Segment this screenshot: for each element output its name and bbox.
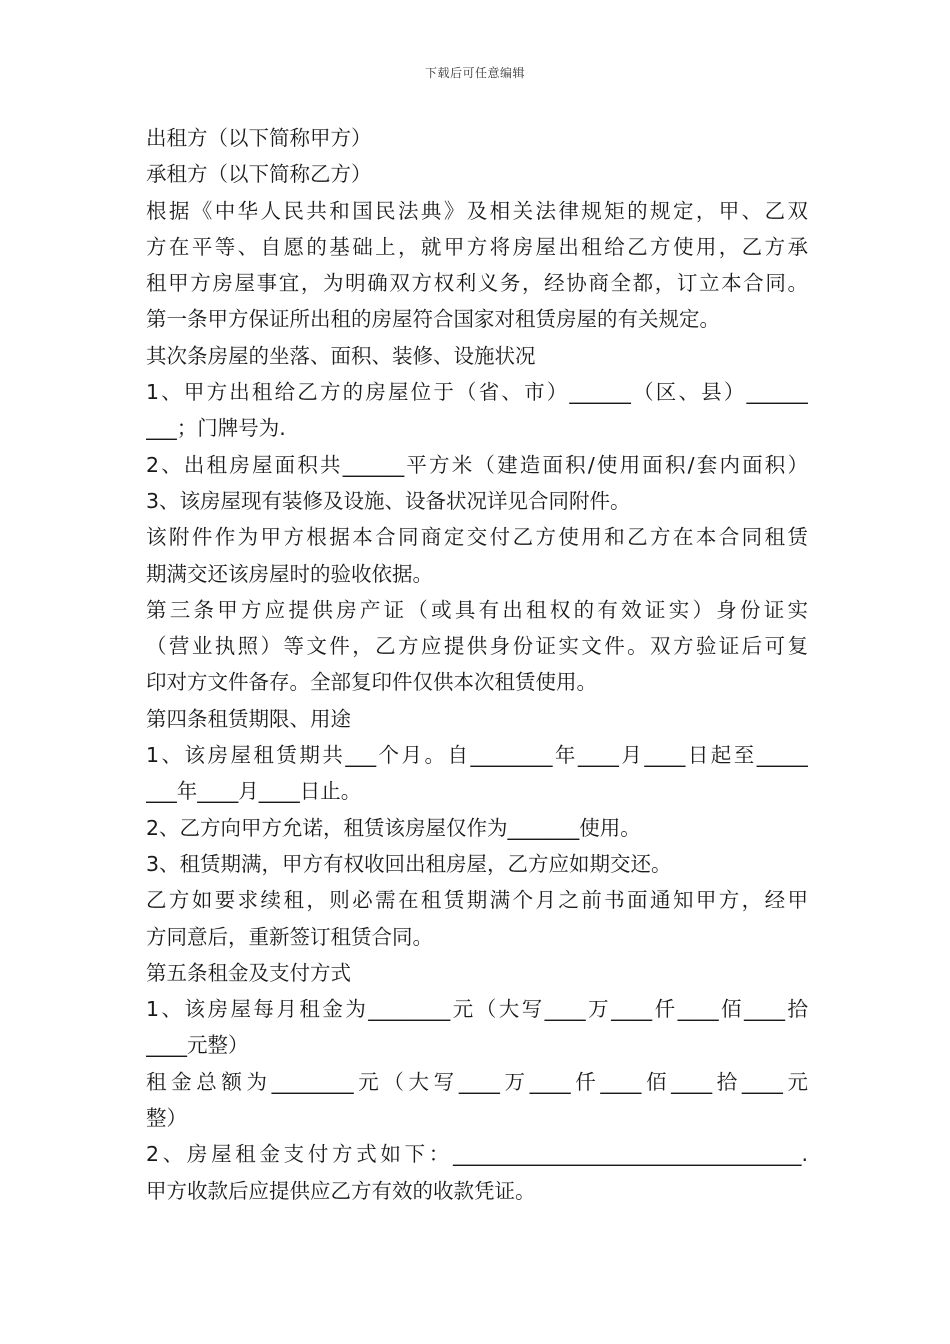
article-2-heading: 其次条房屋的坐落、面积、装修、设施状况 [146,343,536,368]
article-3-line-3: 印对方文件备存。全部复印件仅供本次租赁使用。 [146,670,597,695]
article-4-item-2: 2、乙方向甲方允诺，租赁该房屋仅作为_______使用。 [146,815,641,840]
article-4-item-3: 3、租赁期满，甲方有权收回出租房屋，乙方应如期交还。 [146,851,672,876]
receipt-note-line: 甲方收款后应提供应乙方有效的收款凭证。 [146,1178,536,1203]
article-4-item-1-line-2: ___年____月____日止。 [146,779,362,804]
preamble-line-2: 方在平等、自愿的基础上，就甲方将房屋出租给乙方使用，乙方承 [146,234,808,259]
article-5-item-1-line-2: ____元整） [146,1033,249,1058]
attachment-note-line-2: 期满交还该房屋时的验收依据。 [146,561,433,586]
lessee-line: 承租方（以下简称乙方） [146,162,372,187]
article-5-heading: 第五条租金及支付方式 [146,960,351,985]
article-4-item-1-line-1: 1、该房屋租赁期共___个月。自________年____月____日起至_____ [146,743,808,768]
lessor-line: 出租方（以下简称甲方） [146,126,372,150]
preamble-line-3: 租甲方房屋事宜，为明确双方权利义务，经协商全都，订立本合同。 [146,271,808,296]
article-3-line-2: （营业执照）等文件，乙方应提供身份证实文件。双方验证后可复 [146,634,808,659]
article-1-line: 第一条甲方保证所出租的房屋符合国家对租赁房屋的有关规定。 [146,307,720,332]
page-header: 下载后可任意编辑 [424,66,525,80]
preamble-line-1: 根据《中华人民共和国民法典》及相关法律规矩的规定，甲、乙双 [146,198,808,223]
renewal-note-line-2: 方同意后，重新签订租赁合同。 [146,924,433,949]
document-body [146,120,808,1209]
article-3-line-1: 第三条甲方应提供房产证（或具有出租权的有效证实）身份证实 [146,597,808,622]
article-2-item-1-line-2: ___；门牌号为. [146,416,286,441]
attachment-note-line-1: 该附件作为甲方根据本合同商定交付乙方使用和乙方在本合同租赁 [146,525,808,550]
article-4-heading: 第四条租赁期限、用途 [146,706,351,731]
article-2-item-1-line-1: 1、甲方出租给乙方的房屋位于（省、市）______（区、县）______ [146,380,808,405]
rent-total-line-2: 整） [146,1106,187,1131]
article-5-item-1-line-1: 1、该房屋每月租金为________元（大写____万____仟____佰____拾 [146,997,808,1022]
renewal-note-line-1: 乙方如要求续租，则必需在租赁期满个月之前书面通知甲方，经甲 [146,888,808,913]
article-2-item-2: 2、出租房屋面积共______平方米（建造面积/使用面积/套内面积） [146,452,808,477]
article-5-item-2: 2、房屋租金支付方式如下：__________________________________. [146,1142,808,1167]
article-2-item-3: 3、该房屋现有装修及设施、设备状况详见合同附件。 [146,488,631,513]
rent-total-line-1: 租金总额为________元（大写____万____仟____佰____拾____元 [146,1069,808,1094]
